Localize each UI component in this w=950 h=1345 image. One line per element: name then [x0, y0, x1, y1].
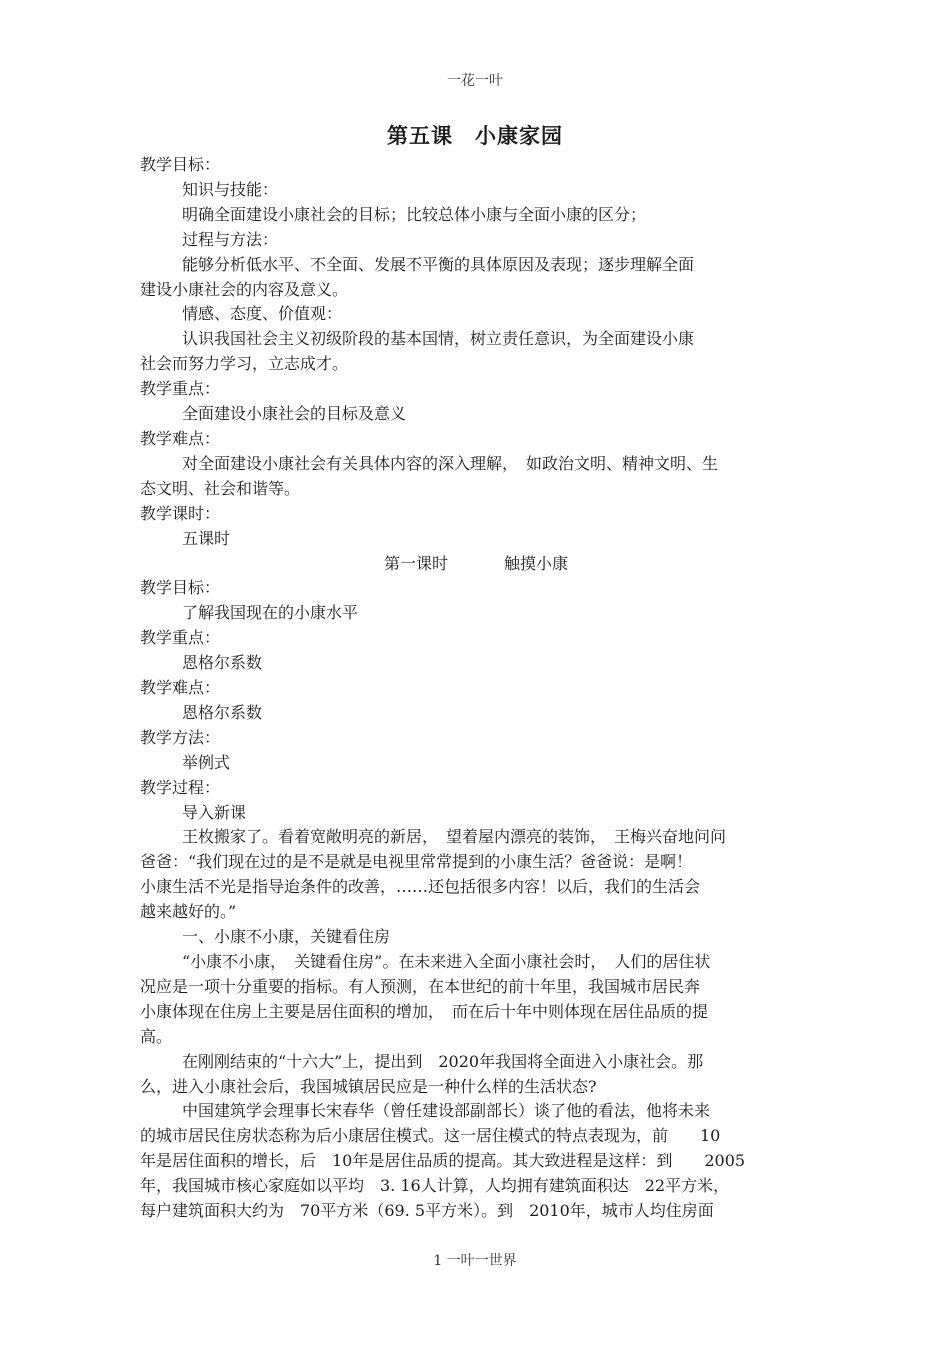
text-line: 举例式 — [182, 752, 231, 772]
text-line: 高。 — [140, 1026, 173, 1046]
text-line: 一、小康不小康，关键看住房 — [182, 927, 391, 947]
text-line: 教学课时： — [140, 503, 221, 523]
text-line: 认识我国社会主义初级阶段的基本国情，树立责任意识，为全面建设小康 — [182, 329, 695, 349]
text-line: 小康体现在住房上主要是居住面积的增加， 而在后十年中则体现在居住品质的提 — [140, 1001, 709, 1021]
text-line: 教学重点： — [140, 628, 221, 648]
text-line: 教学目标： — [140, 578, 221, 598]
text-line: 教学目标： — [140, 155, 221, 174]
text-line: 每户建筑面积大约为 70平方米（69. 5平方米）。到 2010年，城市人均住房面 — [140, 1201, 714, 1221]
text-line: 小康生活不光是指导迨条件的改善，……还包括很多内容！以后，我们的生活会 — [140, 877, 701, 897]
text-line: 恩格尔系数 — [182, 702, 263, 722]
text-line: 教学方法： — [140, 727, 221, 747]
text-line: 的城市居民住房状态称为后小康居住模式。这一居住模式的特点表现为，前 10 — [140, 1126, 721, 1146]
text-line: 教学难点： — [140, 678, 221, 698]
text-line: 能够分析低水平、不全面、发展不平衡的具体原因及表现；逐步理解全面 — [182, 254, 695, 274]
text-line: 态文明、社会和谐等。 — [140, 478, 301, 498]
text-line: “小康不小康， 关键看住房”。在未来进入全面小康社会时， 人们的居住状 — [182, 952, 711, 971]
subtitle-period: 第一课时 — [383, 553, 448, 573]
text-line: 明确全面建设小康社会的目标；比较总体小康与全面小康的区分； — [182, 204, 647, 224]
text-line: 教学过程： — [140, 777, 221, 797]
text-line: 建设小康社会的内容及意义。 — [140, 279, 349, 299]
text-line: 中国建筑学会理事长宋春华（曾任建设部副部长）谈了他的看法，他将未来 — [182, 1101, 711, 1121]
text-line: 五课时 — [182, 528, 231, 548]
text-line: 社会而努力学习，立志成才。 — [140, 354, 349, 374]
text-line: 对全面建设小康社会有关具体内容的深入理解， 如政治文明、精神文明、生 — [182, 453, 719, 473]
text-line: 越来越好的。” — [140, 902, 237, 922]
text-line: 知识与技能： — [182, 179, 279, 199]
subtitle-topic: 触摸小康 — [504, 553, 569, 573]
text-line: 导入新课 — [182, 802, 247, 822]
page-footer: 1 一叶一世界 — [433, 1253, 517, 1269]
text-line: 恩格尔系数 — [182, 653, 263, 673]
text-line: 年，我国城市核心家庭如以平均 3. 16人计算，人均拥有建筑面积达 22平方米， — [140, 1176, 730, 1196]
text-line: 爸爸：“我们现在过的是不是就是电视里常常提到的小康生活？爸爸说：是啊！ — [140, 852, 693, 872]
lesson-title: 第五课 小康家园 — [387, 123, 563, 148]
page-header: 一花一叶 — [447, 73, 503, 89]
lesson-subtitle — [140, 552, 812, 577]
text-line: 么，进入小康社会后，我国城镇居民应是一种什么样的生活状态? — [140, 1076, 597, 1096]
text-line: 过程与方法： — [182, 229, 279, 249]
document-body — [140, 153, 812, 1224]
text-line: 情感、态度、价值观： — [182, 304, 343, 324]
text-line: 王枚搬家了。看着宽敞明亮的新居， 望着屋内漂亮的装饰， 王梅兴奋地问问 — [182, 827, 727, 847]
text-line: 在刚刚结束的“十六大”上，提出到 2020年我国将全面进入小康社会。那 — [182, 1051, 704, 1071]
text-line: 况应是一项十分重要的指标。有人预测，在本世纪的前十年里，我国城市居民奔 — [140, 976, 701, 996]
text-line: 教学难点： — [140, 428, 221, 448]
text-line: 教学重点： — [140, 379, 221, 399]
text-line: 全面建设小康社会的目标及意义 — [182, 404, 407, 424]
text-line: 年是居住面积的增长，后 10年是居住品质的提高。其大致进程是这样：到 2005 — [140, 1151, 746, 1171]
text-line: 了解我国现在的小康水平 — [182, 603, 359, 623]
